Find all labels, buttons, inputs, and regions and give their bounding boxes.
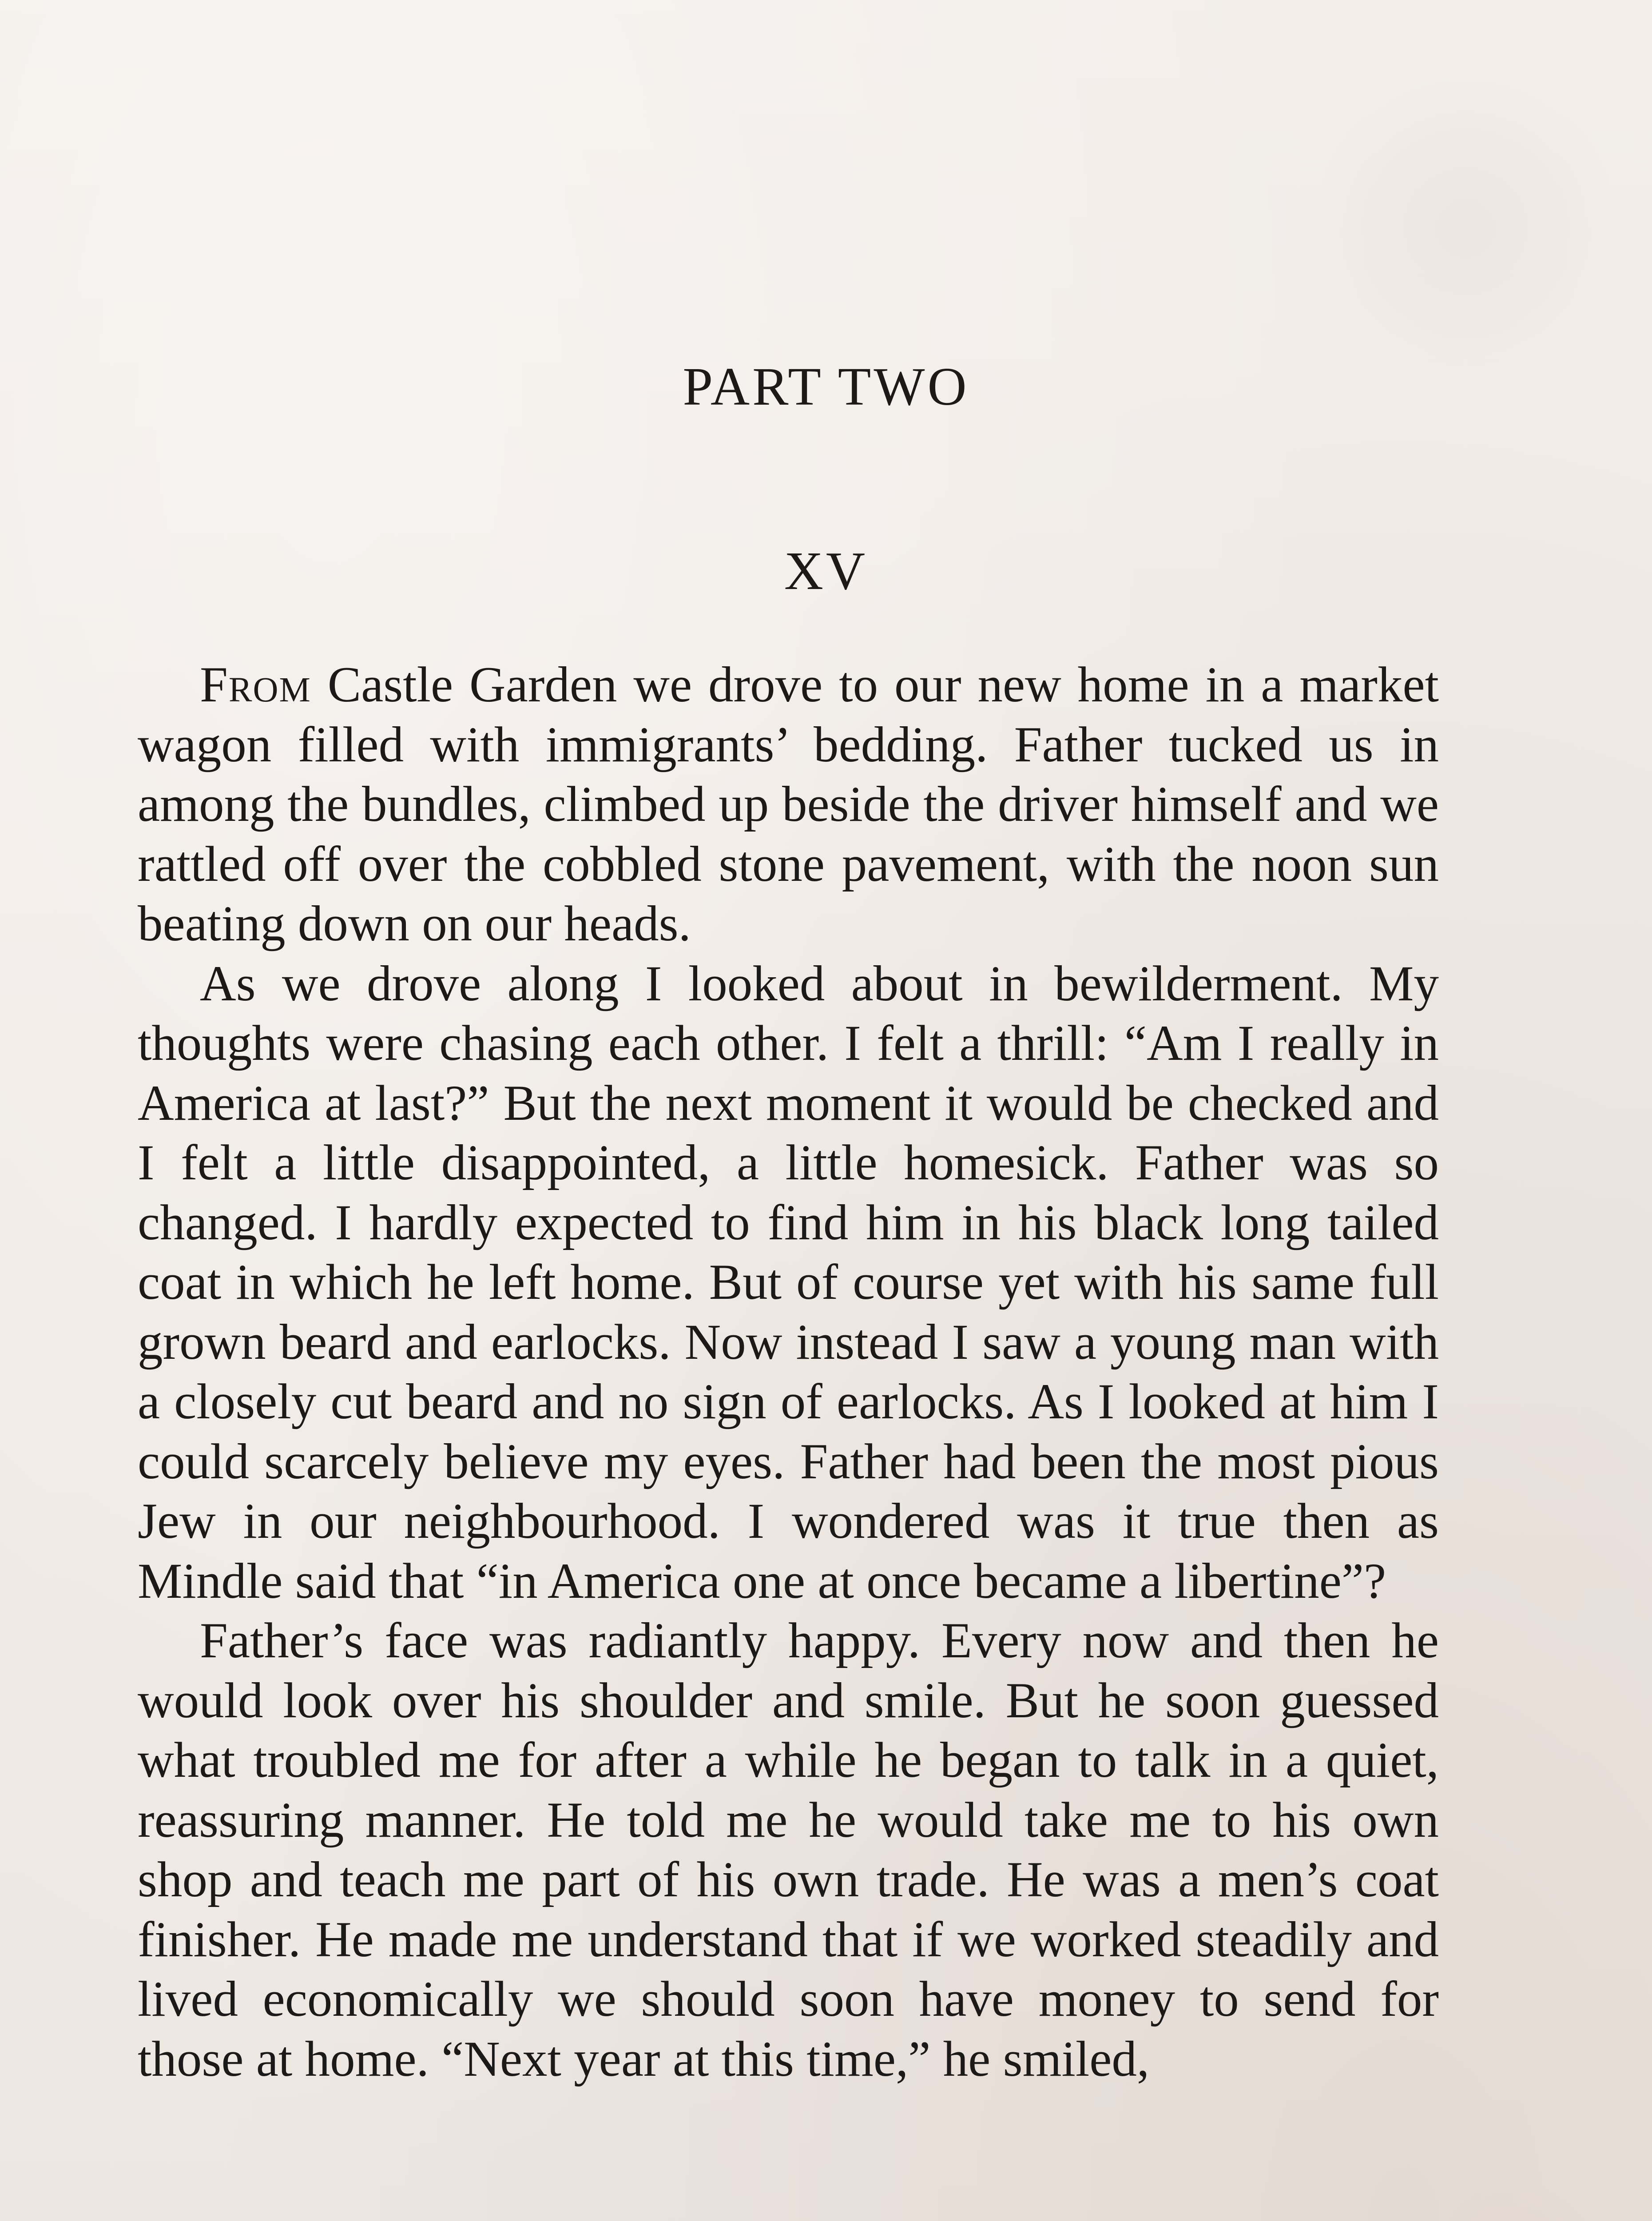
paragraph-text: Father’s face was radiantly happy. Every now and then he would look over his shoulder and smile. But he soon guessed what troubled me for after a while he began to talk in a quiet, reassuring manner. He told me he would take me to his own shop and teach me part of his own trade. He was a men’s coat finisher. He made me understand that if we worked steadily and lived economically we should soon have money to send for those at home. “Next year at this time,” he smiled, xyxy=(138,1613,1439,2087)
chapter-heading: XV xyxy=(784,541,868,601)
paragraph-lead-word: From xyxy=(200,657,311,712)
paragraph-text: Castle Garden we drove to our new home in a market wagon filled with immigrants’ bedding. Father tucked us in among the bundles, climbed up beside the driver himself and we rattled off over the cobbled stone pavement, with the noon sun beating down on our heads. xyxy=(138,657,1439,951)
paragraph-text: As we drove along I looked about in bewilderment. My thoughts were chasing each other. I felt a thrill: “Am I really in America at last?” But the next moment it would be checked and I felt a little disappointed, a little homesick. Father was so changed. I hardly expected to find him in his black long tailed coat in which he left home. But of course yet with his same full grown beard and earlocks. Now instead I saw a young man with a closely cut beard and no sign of earlocks. As I looked at him I could scarcely believe my eyes. Father had been the most pious Jew in our neighbourhood. I wondered was it true then as Mindle said that “in America one at once became a libertine”? xyxy=(138,955,1439,1609)
paragraph xyxy=(138,655,1439,954)
paragraph xyxy=(138,1611,1439,2089)
body-text xyxy=(138,655,1439,2089)
paragraph xyxy=(138,954,1439,1612)
paper-stain xyxy=(1399,2177,1630,2221)
part-heading: PART TWO xyxy=(683,357,969,417)
paper-stain xyxy=(1310,71,1621,382)
